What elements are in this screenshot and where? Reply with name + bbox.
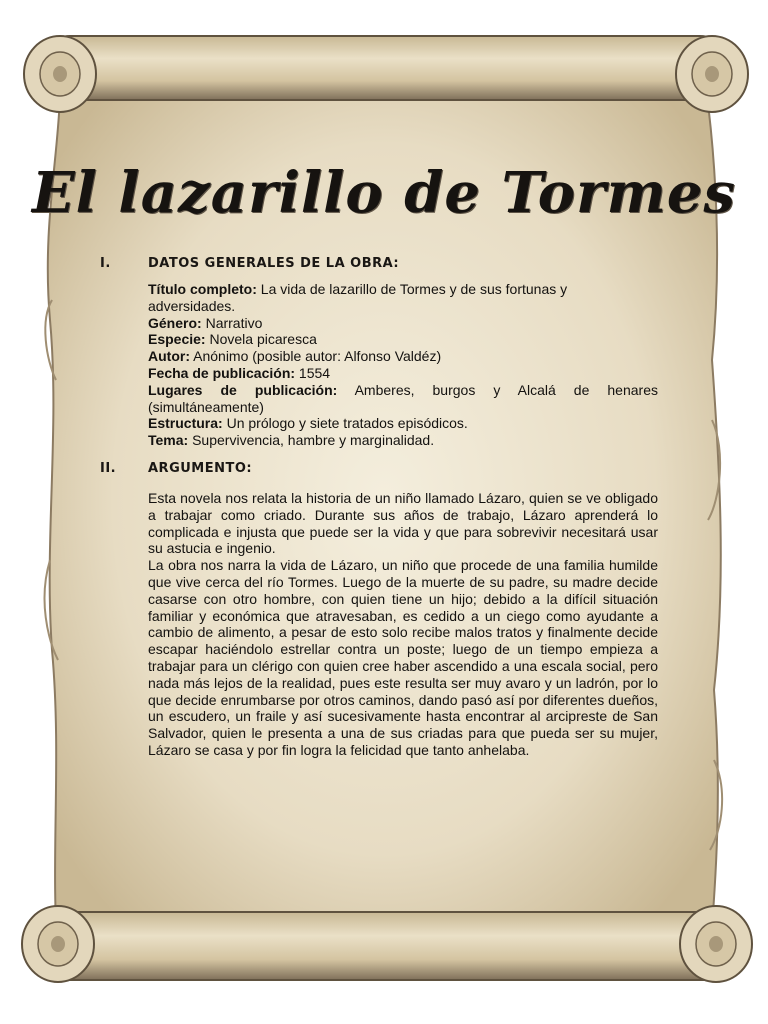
field-autor: Autor: Anónimo (posible autor: Alfonso Valdéz) [148,348,442,365]
bottom-scroll-roll [22,906,752,982]
section-2-body [148,490,658,759]
field-estructura: Estructura: Un prólogo y siete tratados episódicos. [148,415,468,432]
field-lugares: Lugares de publicación: Amberes, burgos y Alcalá de henares (simultáneamente) [148,381,658,415]
argument-paragraph: Esta novela nos relata la historia de un niño llamado Lázaro, quien se ve obligado a trabajar como criado. Durante sus años de trabajo, Lázaro aprenderá lo complicada e injusta que puede ser la vida y que para sobrevivir necesitará usar su astucia e ingenio. [148,490,658,557]
top-scroll-roll [24,36,748,112]
section-1-title: DATOS GENERALES DE LA OBRA: [148,256,400,271]
field-titulo: Título completo: La vida de lazarillo de Tormes y de sus fortunas y adversidades. [148,281,568,314]
field-especie: Especie: Novela picaresca [148,331,317,348]
section-2-title: ARGUMENTO: [148,461,253,476]
field-fecha: Fecha de publicación: 1554 [148,364,331,381]
document-title: El lazarillo de Tormes [31,160,737,226]
section-1-number: I. [100,256,111,271]
field-tema: Tema: Supervivencia, hambre y marginalidad. [148,432,435,449]
section-1-fields [148,281,658,449]
field-genero: Género: Narrativo [148,314,263,331]
section-2-number: II. [100,461,117,476]
argument-paragraph: La obra nos narra la vida de Lázaro, un niño que procede de una familia humilde que vive cerca del río Tormes. Luego de la muerte de su padre, su madre decide casarse con otro hombre, con quien tiene un hijo; debido a la difícil situación familiar y económica que atravesaban, es cedido a un ciego como ayudante a cambio de alimento, a pesar de esto solo recibe malos tratos y finalmente decide escapar haciéndolo estrellar contra un poste; luego de un tiempo empieza a trabajar para un clérigo con quien cree haber ascendido a una escala social, pero nada más lejos de la realidad, pues este resulta ser muy avaro y un ladrón, por lo que decide enrumbarse por otros caminos, dando pasó así por diferentes dueños, un escudero, un fraile y así sucesivamente hasta encontrar al arcipreste de San Salvador, quien le presenta a una de sus criadas para que pueda ser su mujer, Lázaro se casa y por fin logra la felicidad que tanto anhelaba. [148,557,658,758]
